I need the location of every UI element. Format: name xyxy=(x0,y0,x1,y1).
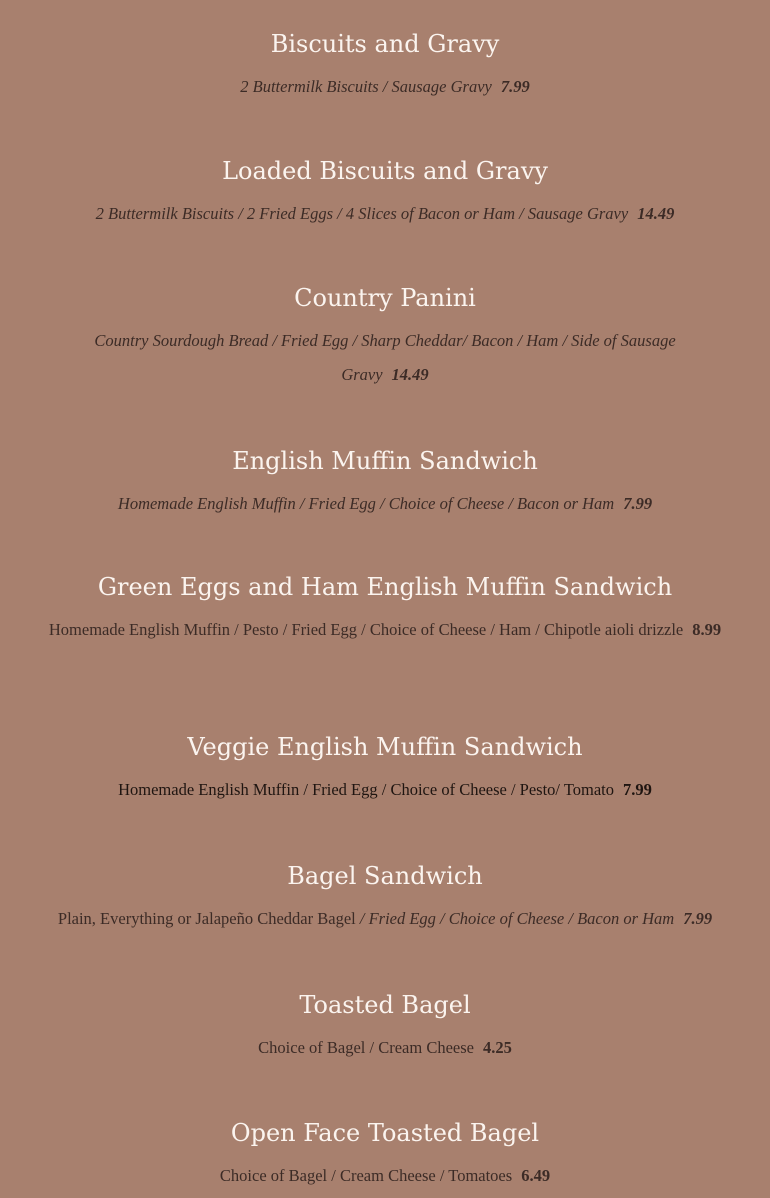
item-desc-text: Country Sourdough Bread / Fried Egg / Sharp Cheddar/ Bacon / Ham / Side of Sausage Gravy xyxy=(94,331,676,384)
item-description xyxy=(32,70,738,104)
item-price: 7.99 xyxy=(683,909,713,928)
item-title: Biscuits and Gravy xyxy=(270,30,500,58)
item-description xyxy=(32,1031,738,1065)
item-description xyxy=(25,197,745,231)
item-desc-text: Choice of Bagel / Cream Cheese xyxy=(258,1038,474,1057)
item-description xyxy=(32,487,738,521)
item-price: 7.99 xyxy=(500,77,530,96)
menu-item-loaded-biscuits-and-gravy xyxy=(0,156,770,231)
item-price: 14.49 xyxy=(637,204,675,223)
item-desc-plain: Plain, Everything or Jalapeño Cheddar Bagel xyxy=(57,909,356,928)
item-description xyxy=(55,324,715,392)
item-price: 4.25 xyxy=(482,1038,512,1057)
item-title: Veggie English Muffin Sandwich xyxy=(187,733,583,761)
item-description xyxy=(25,613,745,647)
item-title: Open Face Toasted Bagel xyxy=(230,1119,540,1147)
item-price: 8.99 xyxy=(692,620,722,639)
item-desc-text: 2 Buttermilk Biscuits / Sausage Gravy xyxy=(240,77,492,96)
item-title: Country Panini xyxy=(294,284,476,312)
item-description xyxy=(32,773,738,807)
item-title: Toasted Bagel xyxy=(299,991,471,1019)
item-title: Bagel Sandwich xyxy=(287,862,483,890)
item-desc-text: 2 Buttermilk Biscuits / 2 Fried Eggs / 4 Slices of Bacon or Ham / Sausage Gravy xyxy=(95,204,629,223)
menu-item-english-muffin-sandwich xyxy=(0,446,770,521)
item-title: English Muffin Sandwich xyxy=(232,447,538,475)
item-description xyxy=(32,1159,738,1193)
item-price: 7.99 xyxy=(623,780,652,799)
menu-item-bagel-sandwich xyxy=(0,861,770,936)
item-desc-text: Homemade English Muffin / Fried Egg / Choice of Cheese / Bacon or Ham xyxy=(117,494,615,513)
item-desc-italic: / Fried Egg / Choice of Cheese / Bacon or Ham xyxy=(355,909,675,928)
item-price: 14.49 xyxy=(391,365,429,384)
item-desc-text: Choice of Bagel / Cream Cheese / Tomatoes xyxy=(219,1166,513,1185)
item-desc-text: Homemade English Muffin / Fried Egg / Choice of Cheese / Pesto/ Tomato xyxy=(118,780,615,799)
menu-item-veggie-english-muffin xyxy=(0,732,770,807)
item-desc-text: Homemade English Muffin / Pesto / Fried Egg / Choice of Cheese / Ham / Chipotle aioli drizzle xyxy=(48,620,684,639)
item-title: Loaded Biscuits and Gravy xyxy=(222,157,548,185)
item-title: Green Eggs and Ham English Muffin Sandwich xyxy=(97,573,673,601)
item-price: 7.99 xyxy=(623,494,653,513)
item-description xyxy=(15,902,755,936)
menu-item-green-eggs-and-ham xyxy=(0,572,770,647)
menu-item-open-face-toasted-bagel xyxy=(0,1118,770,1193)
menu-item-biscuits-and-gravy xyxy=(0,29,770,104)
menu-item-toasted-bagel xyxy=(0,990,770,1065)
item-price: 6.49 xyxy=(521,1166,551,1185)
menu-item-country-panini xyxy=(0,283,770,392)
